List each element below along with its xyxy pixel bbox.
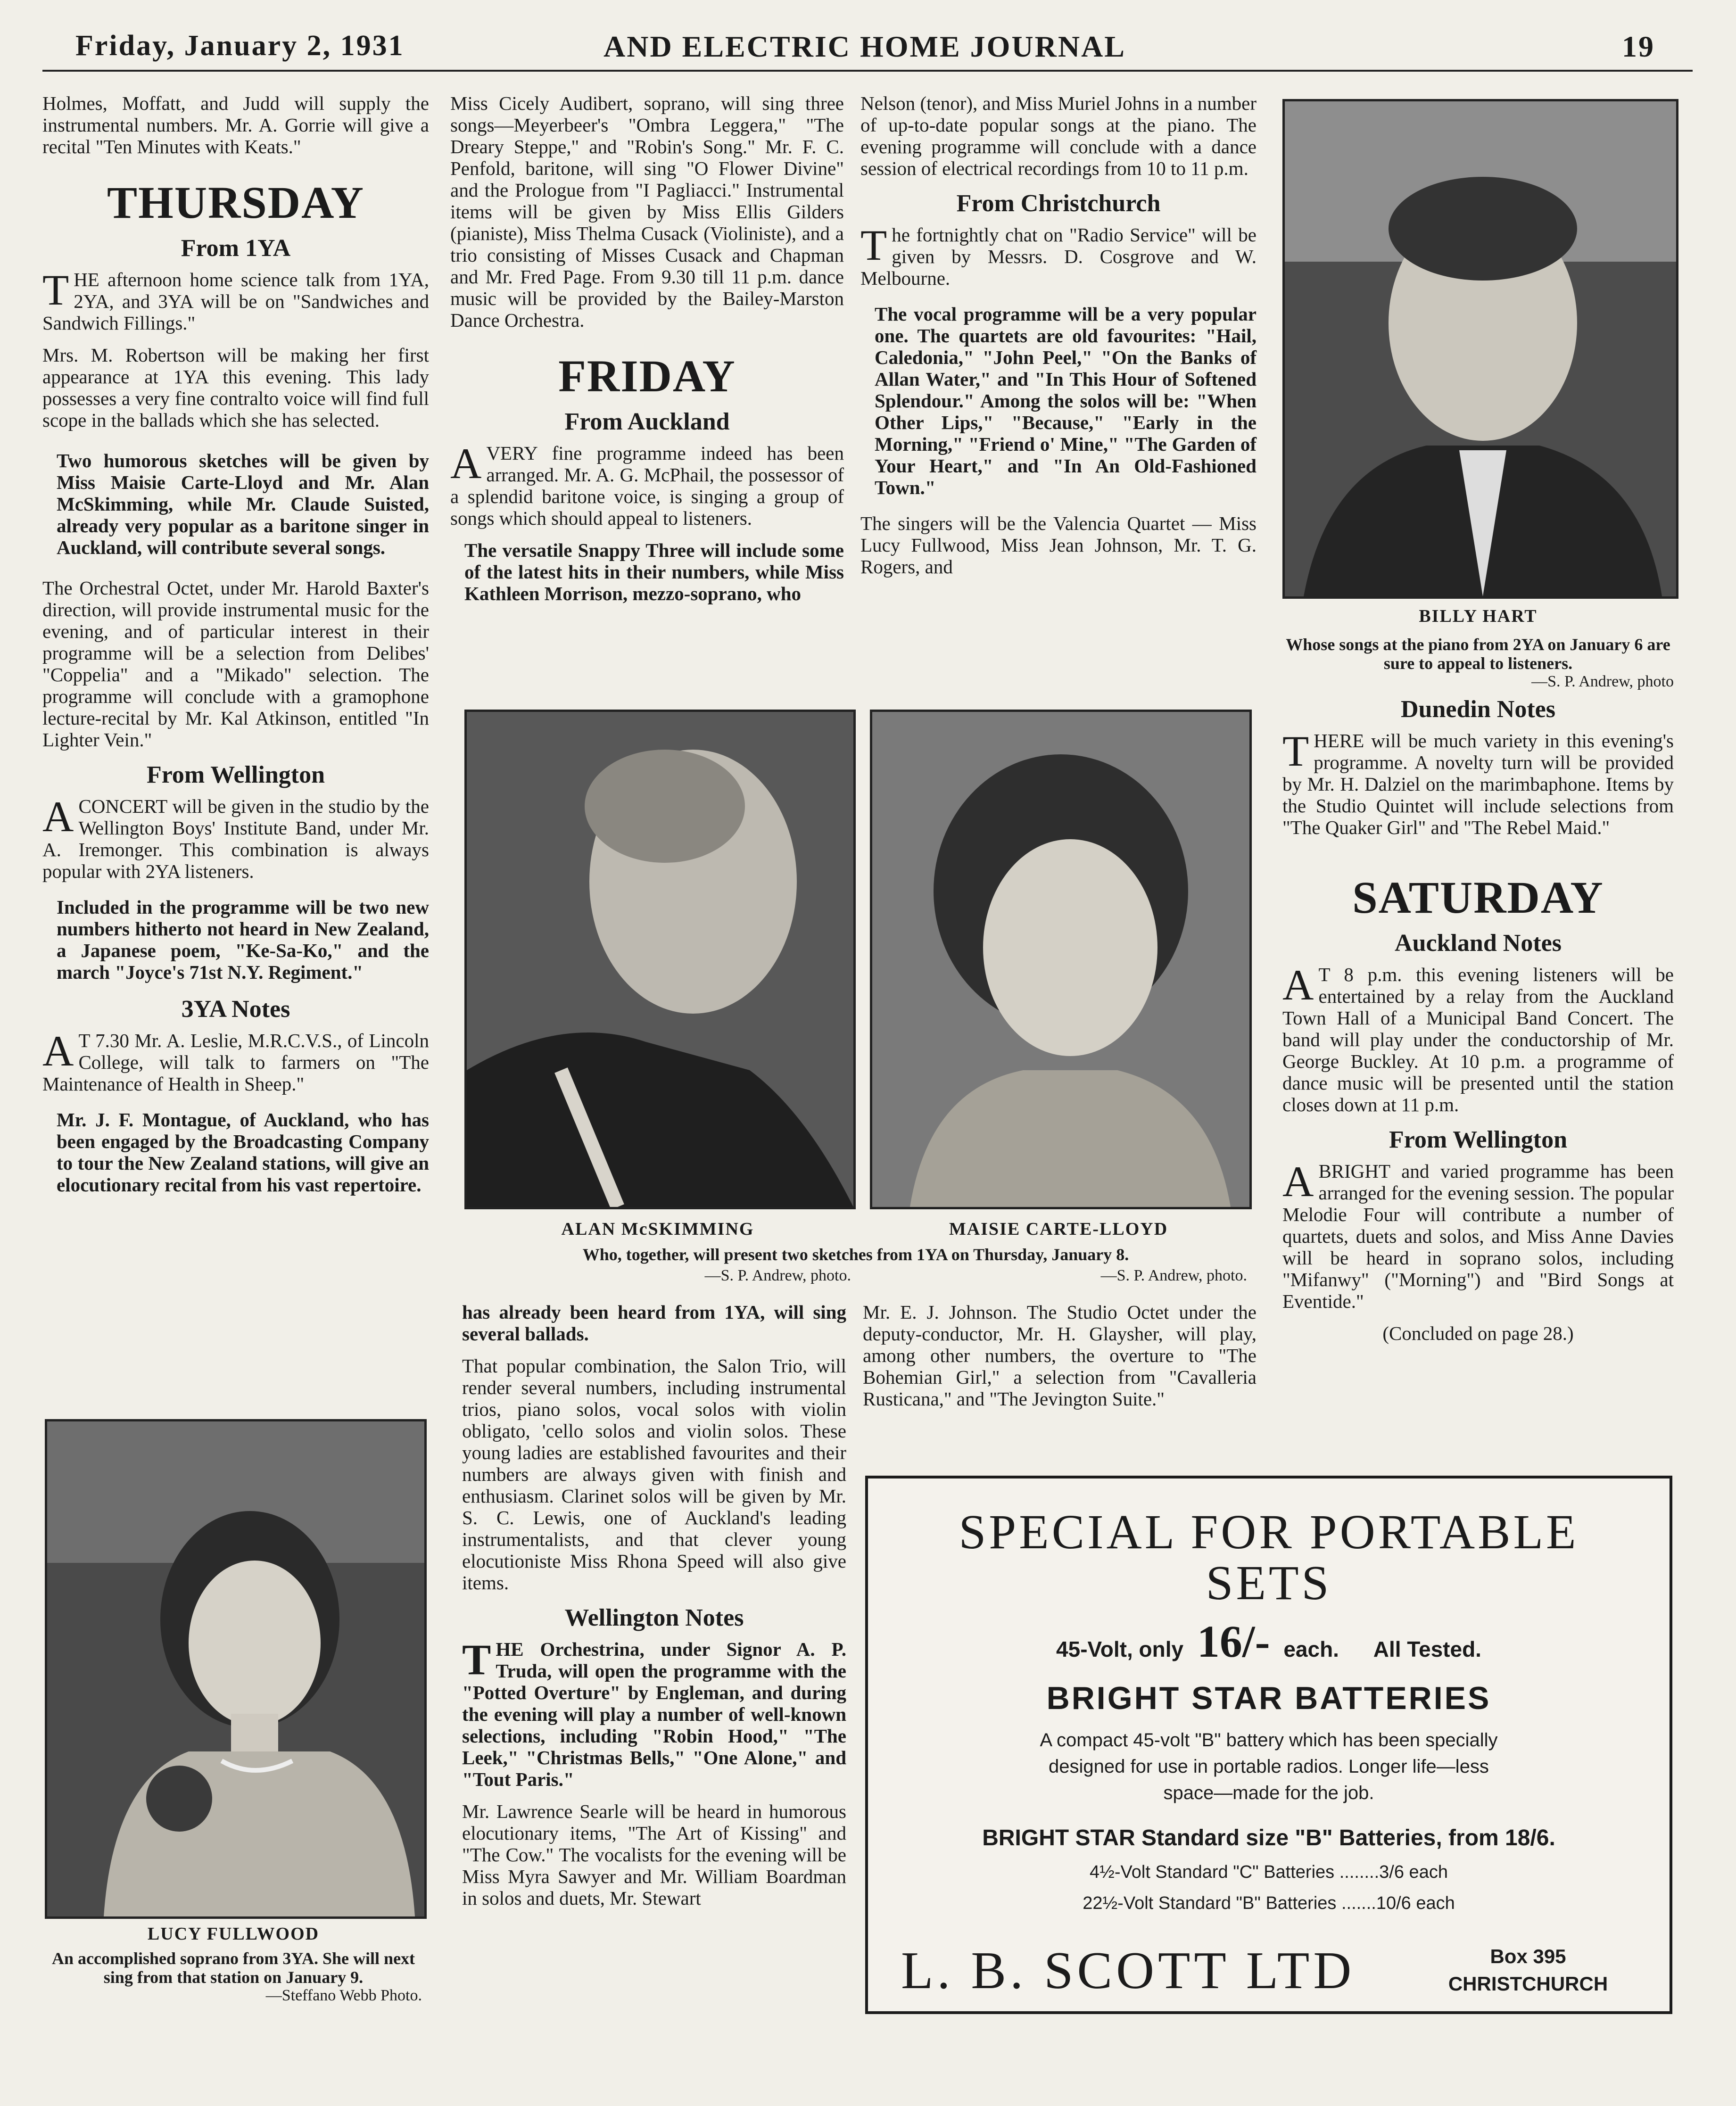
journal-title: AND ELECTRIC HOME JOURNAL [603, 30, 1126, 63]
ad-headline-1: SPECIAL FOR PORTABLE [959, 1505, 1579, 1559]
col3-para-3: The vocal programme will be a very popular one. The quartets are old favourites: "Hail, Caledonia," "John Peel," "On the Banks of Allan Water," and "In This Hour of Softened Splendour." Among the solos will be: "When Other Lips," "Because," "Early in the Morning," "Friend o' Mine," "The Garden of Your Heart," and "In An Old-Fashioned Town." [875, 303, 1257, 498]
heading-from-wellington-1: From Wellington [147, 761, 325, 788]
ad-city: CHRISTCHURCH [1448, 1973, 1608, 1995]
heading-3ya-notes: 3YA Notes [181, 996, 290, 1023]
heading-friday: FRIDAY [558, 351, 736, 401]
col3-para-1: Nelson (tenor), and Miss Muriel Johns in a number of up-to-date popular songs at the piano. The evening programme will conclude with a dance session of electrical recordings from 10 to 11 p.m. [860, 92, 1257, 179]
ad-price-post: each. [1283, 1637, 1339, 1661]
middle-caption-text: Who, together, will present two sketches from 1YA on Thursday, January 8. [582, 1245, 1129, 1264]
column-4 [1282, 606, 1674, 1354]
col2b-para-3 [462, 1635, 846, 1790]
lucy-caption-text: An accomplished soprano from 3YA. She will next sing from that station on January 9. [51, 1949, 415, 1987]
col1-para-5 [42, 795, 429, 882]
col3-para-4: The singers will be the Valencia Quartet — Miss Lucy Fullwood, Miss Jean Johnson, Mr. T. G. Rogers, and [860, 512, 1257, 578]
portrait-image [467, 712, 853, 1207]
ad-company: L. B. SCOTT LTD [901, 1941, 1356, 2000]
col4-para-3-text: BRIGHT and varied programme has been arranged for the evening session. The popular Melodie Four will contribute a number of quartets, duets and solos, and Miss Anne Davies will be heard in soprano solos, including "Mifanwy" ("Morning") and "Bird Songs at Eventide." [1282, 1160, 1674, 1312]
col3b-para-1: Mr. E. J. Johnson. The Studio Octet under the deputy-conductor, Mr. H. Glaysher, will play, among other numbers, the overture to "The Bohemian Girl," a selection from "Cavalleria Rusticana," and "The Jevington Suite." [863, 1301, 1257, 1410]
drop-cap: A [42, 793, 74, 841]
col1-para-1 [42, 266, 429, 334]
col2b-para-1: has already been heard from 1YA, will sing several ballads. [462, 1301, 846, 1345]
col1-para-2: Mrs. M. Robertson will be making her first appearance at 1YA this evening. This lady possesses a very fine contralto voice will find full scope in the ballads which she has selected. [42, 344, 429, 431]
ad-price-line [868, 1615, 1670, 1668]
lucy-caption [45, 1924, 422, 2005]
drop-cap: A [1282, 961, 1314, 1009]
drop-cap: A [1282, 1157, 1314, 1206]
ad-standard: BRIGHT STAR Standard size "B" Batteries, from 18/6. [982, 1825, 1555, 1850]
col1-para-1-text: HE afternoon home science talk from 1YA, 2YA, and 3YA will be on "Sandwiches and Sandwich Fillings." [42, 269, 429, 334]
ad-tested: All Tested. [1373, 1637, 1481, 1661]
ad-c-batteries: 4½-Volt Standard "C" Batteries ........3/6 each [1090, 1862, 1448, 1882]
col1-para-3: Two humorous sketches will be given by Miss Maisie Carte-Lloyd and Mr. Alan McSkimming, while Mr. Claude Suisted, already very popular as a baritone singer in Auckland, will contribute several songs. [57, 450, 429, 558]
col4-para-2 [1282, 961, 1674, 1115]
col4-para-2-text: T 8 p.m. this evening listeners will be entertained by a relay from the Auckland Town Hall of a Municipal Band Concert. The band will play under the conductorship of Mr. George Buckley. At 10 p.m. a programme of dance music will be presented until the station closes down at 11 p.m. [1282, 964, 1674, 1115]
photo-lucy-fullwood [45, 1419, 427, 1919]
ad-desc-1: A compact 45-volt "B" battery which has been specially [1040, 1730, 1498, 1751]
drop-cap: T [860, 221, 887, 269]
col1-para-6: Included in the programme will be two new numbers hitherto not heard in New Zealand, a Japanese poem, "Ke-Sa-Ko," and the march "Joyce's 71st N.Y. Regiment." [57, 896, 429, 983]
column-2 [450, 92, 844, 615]
ad-desc-2: designed for use in portable radios. Longer life—less [1049, 1756, 1489, 1777]
col1-para-8: Mr. J. F. Montague, of Auckland, who has been engaged by the Broadcasting Company to tour the New Zealand stations, will give an elocutionary recital from his vast repertoire. [57, 1109, 429, 1196]
heading-dunedin-notes: Dunedin Notes [1401, 696, 1555, 723]
maisie-credit: —S. P. Andrew, photo. [1100, 1267, 1247, 1284]
concluded-note: (Concluded on page 28.) [1382, 1322, 1574, 1344]
col2-para-2 [450, 439, 844, 529]
ad-address [1429, 1943, 1627, 1998]
ad-description [868, 1727, 1670, 1806]
ad-desc-3: space—made for the job. [1163, 1783, 1374, 1803]
column-2-continued [462, 1301, 846, 1919]
maisie-name: MAISIE CARTE-LLOYD [949, 1219, 1168, 1239]
battery-advertisement [865, 1476, 1672, 2014]
heading-from-auckland: From Auckland [564, 408, 730, 435]
heading-thursday: THURSDAY [107, 177, 364, 228]
heading-saturday: SATURDAY [1352, 872, 1604, 923]
col1-para-7-text: T 7.30 Mr. A. Leslie, M.R.C.V.S., of Lincoln College, will talk to farmers on "The Maintenance of Health in Sheep." [42, 1030, 429, 1095]
ad-b-batteries: 22½-Volt Standard "B" Batteries .......10/6 each [1083, 1893, 1455, 1913]
drop-cap: T [42, 266, 69, 314]
drop-cap: T [1282, 727, 1309, 775]
col1-para-7 [42, 1027, 429, 1095]
column-3 [860, 92, 1257, 588]
ad-price: 16/- [1197, 1616, 1270, 1667]
alan-credit: —S. P. Andrew, photo. [704, 1267, 851, 1284]
billy-caption: Whose songs at the piano from 2YA on January 6 are sure to appeal to listeners. [1286, 635, 1670, 673]
col1-intro: Holmes, Moffatt, and Judd will supply the instrumental numbers. Mr. A. Gorrie will give a recital "Ten Minutes with Keats." [42, 92, 429, 157]
col3-para-2 [860, 221, 1257, 289]
col4-para-3 [1282, 1157, 1674, 1312]
drop-cap: T [462, 1635, 491, 1684]
issue-date: Friday, January 2, 1931 [75, 30, 405, 62]
col3-para-2-text: he fortnightly chat on "Radio Service" will be given by Messrs. D. Cosgrove and W. Melbourne. [860, 224, 1257, 289]
column-3-continued [863, 1301, 1257, 1420]
photo-billy-hart [1282, 99, 1678, 599]
heading-from-1ya: From 1YA [181, 235, 291, 262]
col2b-para-3-text: HE Orchestrina, under Signor A. P. Truda, will open the programme with the "Potted Overture" by Engleman, and during the evening will play a number of well-known selections, including "Robin Hood," "The Leek," "Christmas Bells," "One Alone," and "Tout Paris." [462, 1638, 846, 1790]
ad-brand: BRIGHT STAR BATTERIES [1046, 1680, 1491, 1716]
heading-from-christchurch: From Christchurch [956, 190, 1161, 217]
heading-auckland-notes: Auckland Notes [1395, 930, 1562, 957]
header-rule [42, 70, 1693, 72]
col2-para-2-text: VERY fine programme indeed has been arranged. Mr. A. G. McPhail, the possessor of a splendid baritone voice, is singing a group of songs which should appeal to listeners. [450, 442, 844, 529]
column-1 [42, 92, 429, 1196]
lucy-name: LUCY FULLWOOD [147, 1924, 320, 1944]
col2-para-3: The versatile Snappy Three will include some of the latest hits in their numbers, while Miss Kathleen Morrison, mezzo-soprano, who [464, 539, 844, 604]
ad-battery-list [868, 1857, 1670, 1919]
col1-para-5-text: CONCERT will be given in the studio by the Wellington Boys' Institute Band, under Mr. A. Iremonger. This combination is always popular with 2YA listeners. [42, 795, 429, 882]
col2-para-1: Miss Cicely Audibert, soprano, will sing three songs—Meyerbeer's "Ombra Leggera," "The Dreary Steppe," and "Robin's Song." Mr. F. C. Penfold, baritone, will sing "O Flower Divine" and the Prologue from "I Pagliacci." Instrumental items will be given by Miss Ellis Gilders (pianiste), Miss Thelma Cusack (Violiniste), and a trio consisting of Misses Cusack and Chapman and Mr. Fred Page. From 9.30 till 11 p.m. dance music will be provided by the Bailey-Marston Dance Orchestra. [450, 92, 844, 331]
ad-price-pre: 45-Volt, only [1056, 1637, 1184, 1661]
col2b-para-2: That popular combination, the Salon Trio, will render several numbers, including instrumental trios, piano solos, vocal solos with violin obligato, 'cello solos and violin solos. These young ladies are established favourites and their numbers are always given with finish and enthusiasm. Clarinet solos will be given by Mr. S. C. Lewis, one of Auckland's leading instrumentalists, and that clever young elocutioniste Miss Rhona Speed will also give items. [462, 1355, 846, 1594]
heading-wellington-notes: Wellington Notes [564, 1604, 744, 1631]
col4-para-1-text: HERE will be much variety in this evening's programme. A novelty turn will be provided by Mr. H. Dalziel on the marimbaphone. Items by the Studio Quintet will include selections from "The Quaker Girl" and "The Rebel Maid." [1282, 730, 1674, 838]
heading-from-wellington-2: From Wellington [1389, 1126, 1567, 1153]
portrait-image [47, 1421, 424, 1916]
col2b-para-4: Mr. Lawrence Searle will be heard in humorous elocutionary items, "The Art of Kissing" and "The Cow." The vocalists for the evening will be Miss Myra Sawyer and Mr. William Boardman in solos and duets, Mr. Stewart [462, 1800, 846, 1909]
portrait-image [1285, 101, 1676, 596]
photo-maisie-carte-lloyd [870, 710, 1252, 1209]
ad-headline-2: SETS [1206, 1556, 1332, 1610]
drop-cap: A [450, 439, 482, 487]
billy-credit: —S. P. Andrew, photo [1531, 673, 1674, 690]
billy-name: BILLY HART [1419, 606, 1538, 626]
portrait-image [872, 712, 1249, 1207]
col1-para-4: The Orchestral Octet, under Mr. Harold Baxter's direction, will provide instrumental music for the evening, and of particular interest in their programme will be a selection from Delibes' "Coppelia" and a "Mikado" selection. The programme will conclude with a gramophone lecture-recital by Mr. Kal Atkinson, entitled "In Lighter Vein." [42, 577, 429, 751]
ad-box: Box 395 [1490, 1945, 1566, 1967]
alan-name: ALAN McSKIMMING [561, 1219, 754, 1239]
lucy-credit: —Steffano Webb Photo. [265, 1987, 422, 2004]
drop-cap: A [42, 1027, 74, 1075]
col4-para-1 [1282, 727, 1674, 838]
page-number: 19 [1622, 30, 1655, 63]
photo-alan-mcskimming [464, 710, 856, 1209]
